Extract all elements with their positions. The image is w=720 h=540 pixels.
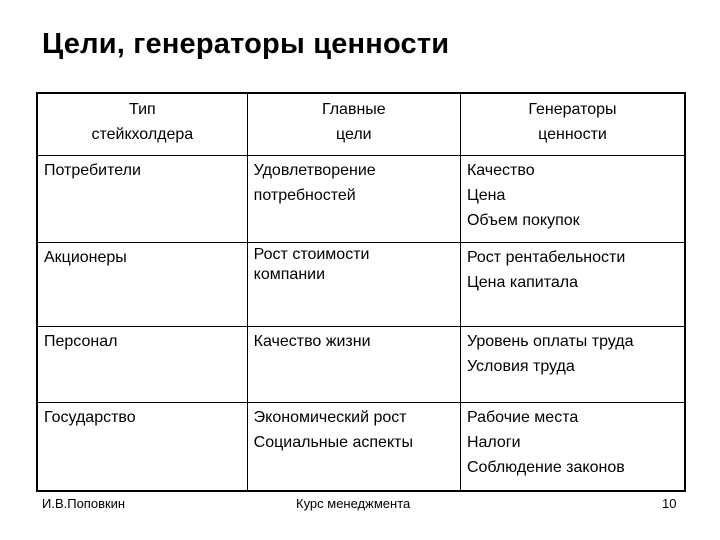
- cell-stakeholder: [37, 327, 247, 403]
- cell-text: Потребители: [44, 162, 141, 179]
- cell-goals: [247, 403, 460, 491]
- cell-text: Качество: [466, 162, 535, 179]
- cell-text: Соблюдение законов: [466, 459, 625, 476]
- header-value-drivers: [460, 93, 685, 156]
- cell-value-drivers: [460, 327, 685, 403]
- cell-text: Цена: [466, 187, 506, 204]
- cell-text: Удовлетворение: [253, 162, 376, 179]
- cell-text: Экономический рост: [253, 409, 407, 426]
- cell-value-drivers: [460, 243, 685, 327]
- cell-stakeholder: [37, 243, 247, 327]
- header-text: Тип: [129, 101, 156, 118]
- header-text: цели: [335, 126, 372, 143]
- cell-text: Объем покупок: [466, 212, 580, 229]
- table-row: [37, 156, 685, 243]
- table-row: [37, 327, 685, 403]
- footer-course: Курс менеджмента: [296, 496, 411, 511]
- cell-text: Налоги: [466, 434, 521, 451]
- cell-goals: [247, 327, 460, 403]
- cell-text: Цена капитала: [466, 274, 578, 291]
- cell-text: Социальные аспекты: [253, 434, 413, 451]
- cell-goals: [247, 243, 460, 327]
- table-row: [37, 243, 685, 327]
- cell-goals: [247, 156, 460, 243]
- cell-value-drivers: [460, 403, 685, 491]
- cell-text: Рабочие места: [466, 409, 579, 426]
- header-text: Генераторы: [528, 101, 617, 118]
- cell-text: компании: [253, 266, 326, 283]
- header-text: ценности: [538, 126, 607, 143]
- header-text: стейкхолдера: [91, 126, 194, 143]
- cell-text: Персонал: [44, 333, 118, 350]
- stakeholder-table: [36, 92, 686, 492]
- footer-page-number: 10: [662, 496, 677, 511]
- cell-text: Условия труда: [466, 358, 575, 375]
- table-row: [37, 403, 685, 491]
- cell-text: Рост рентабельности: [466, 249, 626, 266]
- cell-text: Качество жизни: [253, 333, 371, 350]
- cell-text: Рост стоимости: [253, 246, 370, 263]
- cell-text: Акционеры: [44, 249, 127, 266]
- slide-title: Цели, генераторы ценности: [42, 28, 450, 60]
- cell-stakeholder: [37, 403, 247, 491]
- cell-text: Уровень оплаты труда: [466, 333, 634, 350]
- cell-stakeholder: [37, 156, 247, 243]
- cell-text: потребностей: [253, 187, 356, 204]
- header-text: Главные: [321, 101, 386, 118]
- header-stakeholder-type: [37, 93, 247, 156]
- footer-author: И.В.Поповкин: [42, 496, 126, 511]
- table-header-row: [37, 93, 685, 156]
- header-main-goals: [247, 93, 460, 156]
- cell-text: Государство: [44, 409, 136, 426]
- cell-value-drivers: [460, 156, 685, 243]
